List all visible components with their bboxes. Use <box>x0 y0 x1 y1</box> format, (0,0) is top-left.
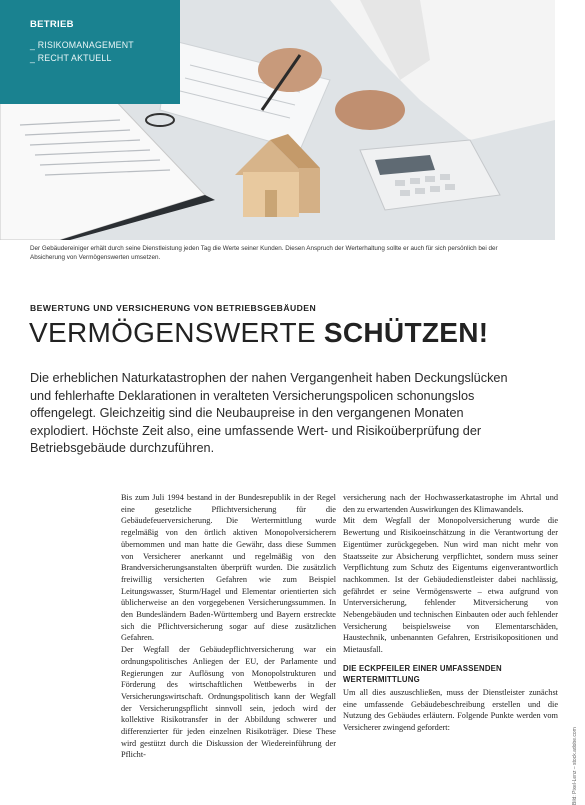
article-column-2 <box>343 492 558 734</box>
body-paragraph: Mit dem Wegfall der Monopolversicherung wurde die Bewertung und Risikoeinschätzung in die Verantwortung der Eigentümer zurückgegeben. Nun wird man nicht mehr von Staatsseite zur Absicherung verpflichtet, sondern muss seiner Verpflichtung zum Schutz des Eigentums eigenverantwortlich nachkommen. Ist der Gebäudedienstleister dabei nachlässig, gefährdet er seine Vermögenswerte – etwa aufgrund von Unterversicherung, fehlender Mitversicherung von Nebengebäuden und technischen Einbauten oder auch fehlender Versicherung beispielsweise von Elementarschäden, Haustechnik, unbenannten Gefahren, Erstrisikopositionen und Mietausfall. <box>343 516 558 655</box>
section-tag-recht-aktuell: _ RECHT AKTUELL <box>30 53 112 63</box>
headline-light: VERMÖGENSWERTE <box>29 317 324 348</box>
article-headline <box>29 313 488 353</box>
hero-photo <box>0 0 555 240</box>
article-lead: Die erheblichen Naturkatastrophen der nahen Vergangenheit haben Deckungslücken und fehlerhafte Deklarationen in veralteten Versicherungspolicen schonungslos offengelegt. Gleichzeitig sind die Neubaupreise in den vergangenen Monaten explodiert. Höchste Zeit also, eine umfassende Wert- und Risikoüberprüfung der Betriebsgebäude durchzuführen. <box>30 371 508 455</box>
headline-bold: SCHÜTZEN! <box>323 317 489 348</box>
section-tag-risikomanagement: _ RISIKOMANAGEMENT <box>30 40 134 50</box>
image-caption: Der Gebäudereiniger erhält durch seine Dienstleistung jeden Tag die Werte seiner Kunden. Diesen Anspruch der Werterhaltung sollte er auch für sich persönlich bei der Absicherung von Vermögenswerten umsetzen. <box>30 245 498 261</box>
body-paragraph: versicherung nach der Hochwasserkatastrophe im Ahrtal und den zu erwartenden Auswirkungen des Klimawandels. <box>343 493 558 514</box>
photo-credit: Bild: Pixel-Lenz – stock.adobe.com <box>572 727 578 805</box>
article-subhead: BEWERTUNG UND VERSICHERUNG VON BETRIEBSGEBÄUDEN <box>30 303 317 313</box>
section-label-box <box>0 0 180 104</box>
body-paragraph: Bis zum Juli 1994 bestand in der Bundesrepublik in der Regel eine gesetzliche Pflichtversicherung für die Gebäudefeuerversicherung. Die Wertermittlung wurde regelmäßig von den örtlich aktiven Monopolversicherern übernommen und man hatte die Gewähr, dass diese Summen von Versicherer anerkannt und regelmäßig von den Brandversicherungsanstalten überprüft wurden. Die zusätzlich freiwillig versicherten Gefahren wie zum Beispiel Leitungswasser, Sturm/Hagel und Elementar orientierten sich üblicherweise an den vorgegebenen Versicherungssummen. In den Bundesländern Baden-Württemberg und Bayern erstreckte sich die Pflichtversicherung sogar auf diese zusätzlichen Gefahren. <box>121 493 336 643</box>
body-paragraph: Um all dies auszuschließen, muss der Dienstleister zunächst eine umfassende Gebäudebeschreibung erstellen und die Nutzung des Gebäudes erläutern. Folgende Punkte werden vom Versicherer zwingend gefordert: <box>343 687 558 732</box>
section-heading: DIE ECKPFEILER EINER UMFASSENDEN WERTERMITTLUNG <box>343 663 502 684</box>
body-paragraph: Der Wegfall der Gebäudepflichtversicherung war ein ordnungspolitisches Anliegen der EU, der Parlamente und Regierungen zur Auflösung von Monopolstrukturen und Förderung des wirtschaftlichen Wettbewerbs in der Versicherungswirtschaft. Ordnungspolitisch kann der Wegfall der Versicherungspflicht sinnvoll sein, jedoch wird der kollektive Risikotransfer in der Abbildung schwerer und differenzierter für jeden einzelnen Risikoträger. Diese These wird gestützt durch die Diskussion der Wiedereinführung der Pflicht- <box>121 645 336 760</box>
section-kicker: BETRIEB <box>30 19 74 30</box>
article-column-1 <box>121 492 336 761</box>
